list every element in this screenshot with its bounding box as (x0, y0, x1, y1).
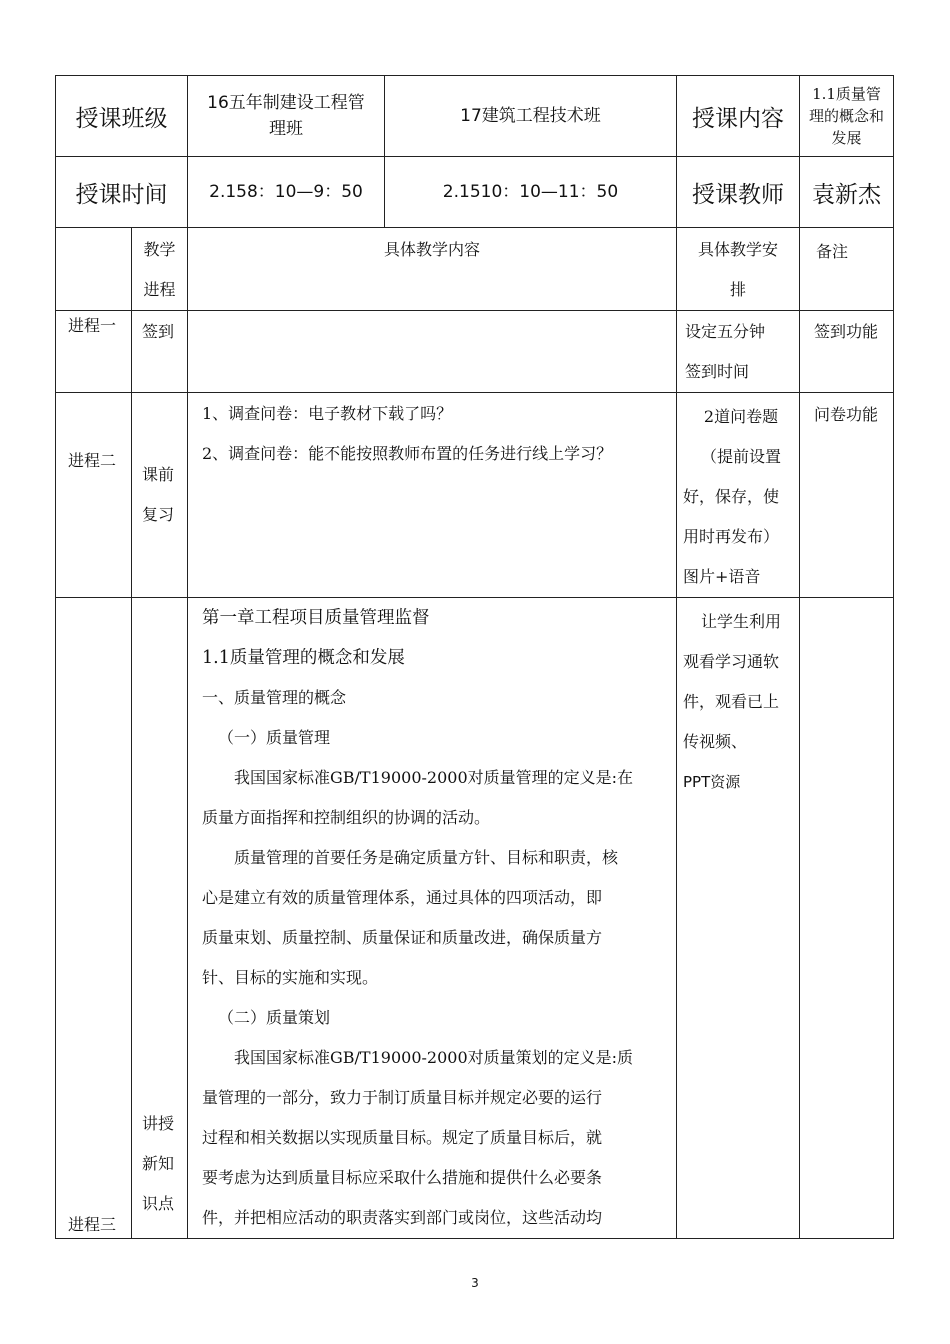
content-label: 授课内容 (677, 76, 800, 157)
paragraph-3-line-1: 我国国家标准GB/T19000-2000对质量策划的定义是:质 (234, 1048, 634, 1067)
time-row (56, 157, 894, 228)
section-title: 1.1质量管理的概念和发展 (202, 648, 405, 668)
notes-heading: 备注 (800, 228, 894, 311)
content-value: 1.1质量管理的概念和发展 (800, 76, 894, 157)
paragraph-3-line-3: 过程和相关数据以实现质量目标。规定了质量目标后，就 (202, 1128, 603, 1147)
stage-1-row (56, 311, 894, 393)
class-1-value: 16五年制建设工程管理班 (188, 76, 385, 157)
stage-2-content (188, 393, 677, 598)
subheading-1a: （一）质量管理 (218, 728, 331, 747)
stage-3-arrange: 让学生利用 观看学习通软 件，观看已上 传视频、 PPT资源 (677, 598, 800, 1239)
stage-3-label: 进程三 (56, 598, 132, 1239)
stage-2-step: 课前 复习 (132, 393, 188, 598)
page-number: 3 (471, 1276, 479, 1290)
paragraph-2-line-1: 质量管理的首要任务是确定质量方针、目标和职责，核 (234, 848, 619, 867)
stage-2-note: 问卷功能 (800, 393, 894, 598)
stage-1-content (188, 311, 677, 393)
content-heading: 具体教学内容 (188, 228, 677, 311)
column-header-row (56, 228, 894, 311)
paragraph-3-line-5: 件，并把相应活动的职责落实到部门或岗位，这些活动均 (202, 1208, 603, 1227)
blank-cell (56, 228, 132, 311)
paragraph-2-line-3: 质量束划、质量控制、质量保证和质量改进，确保质量方 (202, 928, 603, 947)
paragraph-3-line-2: 量管理的一部分，致力于制订质量目标并规定必要的运行 (202, 1088, 603, 1107)
class-row (56, 76, 894, 157)
paragraph-2-line-2: 心是建立有效的质量管理体系，通过具体的四项活动，即 (202, 888, 603, 907)
paragraph-3-line-4: 要考虑为达到质量目标应采取什么措施和提供什么必要条 (202, 1168, 603, 1187)
time-2-value: 2.1510：10—11：50 (385, 157, 677, 228)
paragraph-1-line-2: 质量方面指挥和控制组织的协调的活动。 (202, 808, 491, 827)
stage-1-step: 签到 (132, 311, 188, 393)
stage-2-label: 进程二 (56, 393, 132, 598)
time-label: 授课时间 (56, 157, 188, 228)
paragraph-2-line-4: 针、目标的实施和实现。 (202, 968, 379, 987)
survey-question-1: 1、调查问卷：电子教材下载了吗？ (202, 404, 453, 423)
lesson-plan-table (55, 75, 894, 1239)
stage-3-step: 讲授 新知 识点 (132, 598, 188, 1239)
class-label: 授课班级 (56, 76, 188, 157)
stage-2-arrange: 2道问卷题 （提前设置 好，保存，使 用时再发布） 图片+语音 (677, 393, 800, 598)
chapter-title: 第一章工程项目质量管理监督 (202, 608, 430, 628)
stage-1-label: 进程一 (56, 311, 132, 393)
process-heading: 教学 进程 (132, 228, 188, 311)
stage-1-note: 签到功能 (800, 311, 894, 393)
stage-1-arrange: 设定五分钟 签到时间 (677, 311, 800, 393)
class-2-value: 17建筑工程技术班 (385, 76, 677, 157)
subheading-1: 一、质量管理的概念 (202, 688, 347, 707)
stage-3-content (188, 598, 677, 1239)
arrange-heading: 具体教学安 排 (677, 228, 800, 311)
stage-2-row (56, 393, 894, 598)
paragraph-1-line-1: 我国国家标准GB/T19000-2000对质量管理的定义是:在 (234, 768, 634, 787)
teacher-label: 授课教师 (677, 157, 800, 228)
survey-question-2: 2、调查问卷：能不能按照教师布置的任务进行线上学习？ (202, 444, 613, 463)
stage-3-note (800, 598, 894, 1239)
subheading-1b: （二）质量策划 (218, 1008, 331, 1027)
teacher-value: 袁新杰 (800, 157, 894, 228)
stage-3-row (56, 598, 894, 1239)
time-1-value: 2.158：10—9：50 (188, 157, 385, 228)
